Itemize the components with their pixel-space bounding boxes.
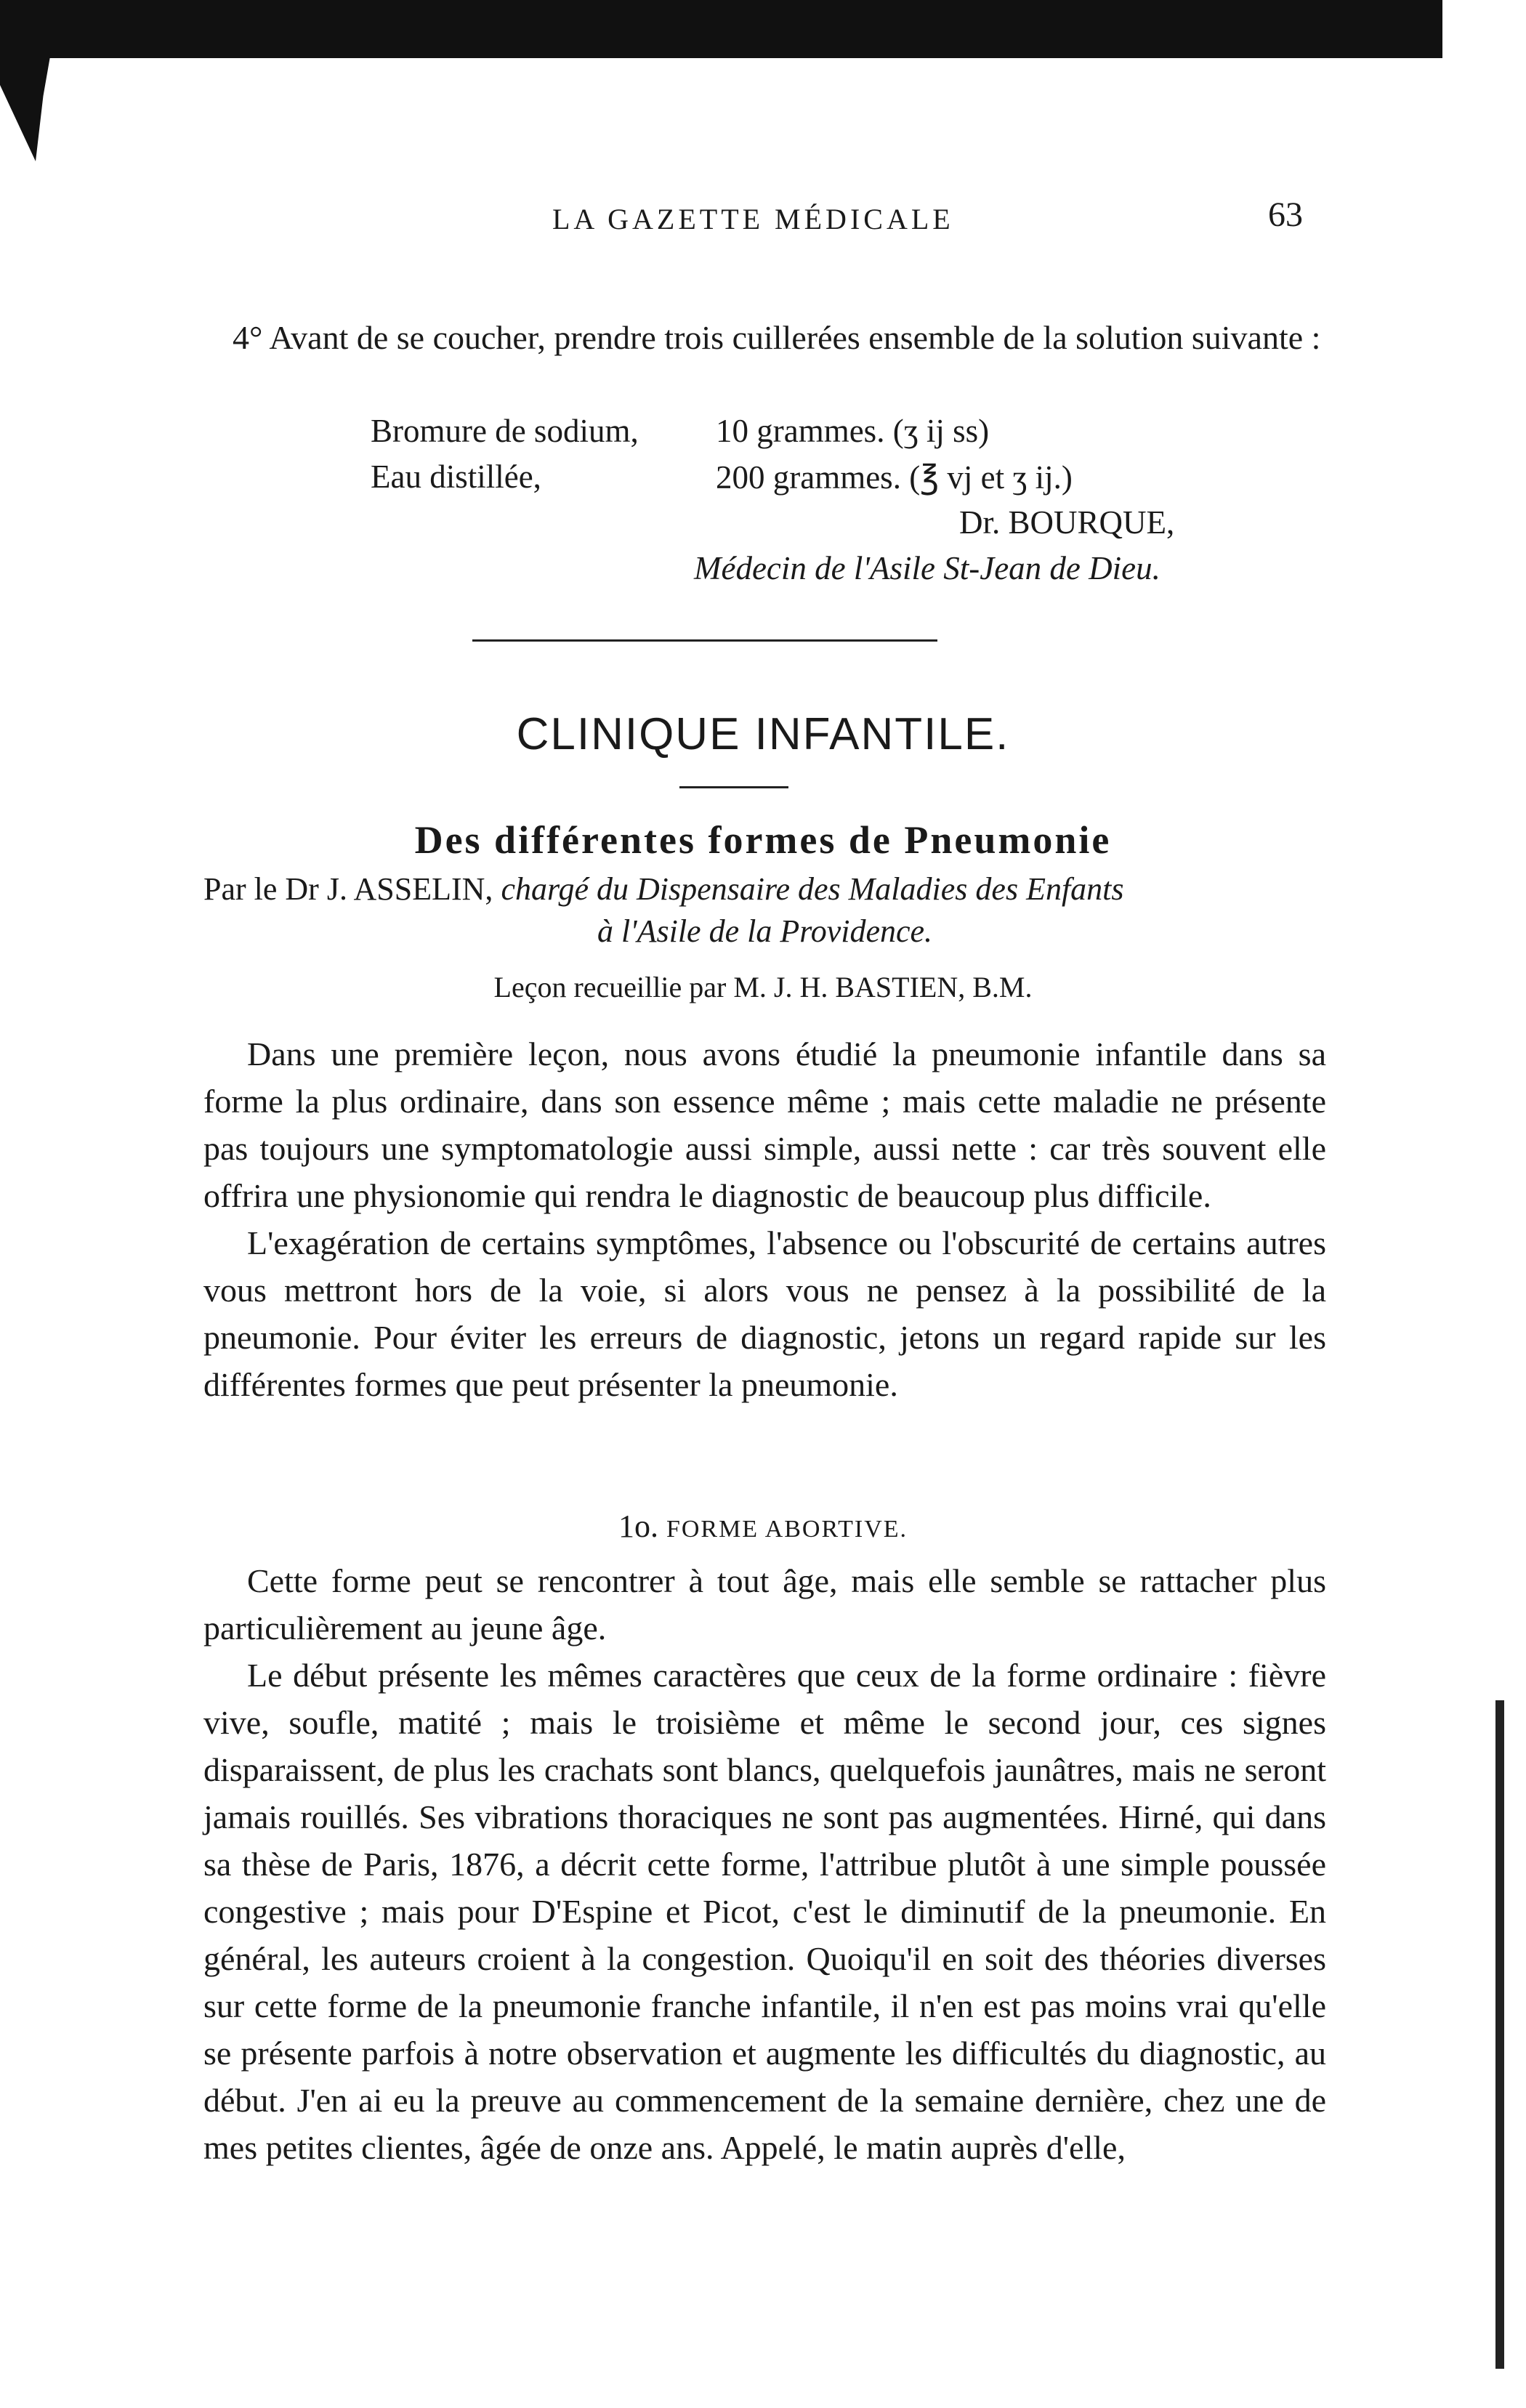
- signature-title: Médecin de l'Asile St-Jean de Dieu.: [694, 550, 1160, 586]
- byline-affiliation: chargé du Dispensaire des Maladies des Enfants: [501, 871, 1124, 907]
- paragraph: Dans une première leçon, nous avons étudié la pneumonie infantile dans sa forme la plus ordinaire, dans son essence même ; mais cette maladie ne présente pas toujours une symptomatologie aussi simple, aussi nette : car très souvent elle offrira une physionomie qui rendra le diagnostic de beaucoup plus difficile.: [203, 1035, 1326, 1214]
- paragraph: Le début présente les mêmes caractères que ceux de la forme ordinaire : fièvre vive, soufle, matité ; mais le troisième et même le second jour, ces signes disparaissent, de plus les crachats sont blancs, quelquefois jaunâtres, mais ne seront jamais rouillés. Ses vibrations thoraciques ne sont pas augmentées. Hirné, qui dans sa thèse de Paris, 1876, a décrit cette forme, l'attribue plutôt à une simple poussée congestive ; mais pour D'Espine et Picot, c'est le diminutif de la pneumonie. En général, les auteurs croient à la congestion. Quoiqu'il en soit des théories diverses sur cette forme de la pneumonie franche infantile, il n'en est pas moins vrai qu'elle se présente parfois à notre observation et augmente les difficultés du diagnostic, au début. J'en ai eu la preuve au commencement de la semaine dernière, chez une de mes petites clientes, âgée de onze ans. Appelé, le matin auprès d'elle,: [203, 1657, 1326, 2166]
- byline: [203, 868, 1326, 953]
- prescription-intro: 4° Avant de se coucher, prendre trois cuillerées ensemble de la solution suivante :: [233, 319, 1321, 356]
- page-number: 63: [1268, 195, 1303, 234]
- byline-author: Par le Dr J. ASSELIN,: [203, 871, 493, 907]
- byline-affiliation-line2: à l'Asile de la Providence.: [597, 913, 933, 949]
- title-divider: [679, 786, 788, 788]
- scan-border-corner: [0, 52, 51, 161]
- ingredient-name: Bromure de sodium,: [371, 413, 639, 449]
- subsection-number: 1o.: [618, 1508, 658, 1544]
- ingredient-name: Eau distillée,: [371, 458, 541, 495]
- section-divider: [472, 639, 937, 642]
- scan-border-top: [0, 0, 1442, 58]
- running-title: LA GAZETTE MÉDICALE: [552, 203, 954, 235]
- body-text: [203, 1557, 1326, 2171]
- subsection-title: FORME ABORTIVE.: [666, 1516, 908, 1543]
- article-title: Des différentes formes de Pneumonie: [414, 818, 1112, 862]
- subsection-heading: [0, 1508, 1526, 1545]
- paragraph: L'exagération de certains symptômes, l'absence ou l'obscurité de certains autres vous mettront hors de la voie, si alors vous ne pensez à la possibilité de la pneumonie. Pour éviter les erreurs de diagnostic, jetons un regard rapide sur les différentes formes que peut présenter la pneumonie.: [203, 1224, 1326, 1403]
- ingredient-amount: 200 grammes. (℥ vj et ʒ ij.): [716, 459, 1073, 496]
- intro-text: [203, 1030, 1326, 1408]
- scan-border-right: [1495, 1700, 1504, 2369]
- signature: Dr. BOURQUE,: [959, 504, 1175, 541]
- paragraph: Cette forme peut se rencontrer à tout âge, mais elle semble se rattacher plus particulièrement au jeune âge.: [203, 1562, 1326, 1647]
- ingredient-amount: 10 grammes. (ʒ ij ss): [716, 413, 990, 449]
- section-title: CLINIQUE INFANTILE.: [516, 709, 1010, 759]
- notes-credit: Leçon recueillie par M. J. H. BASTIEN, B.M.: [493, 971, 1033, 1003]
